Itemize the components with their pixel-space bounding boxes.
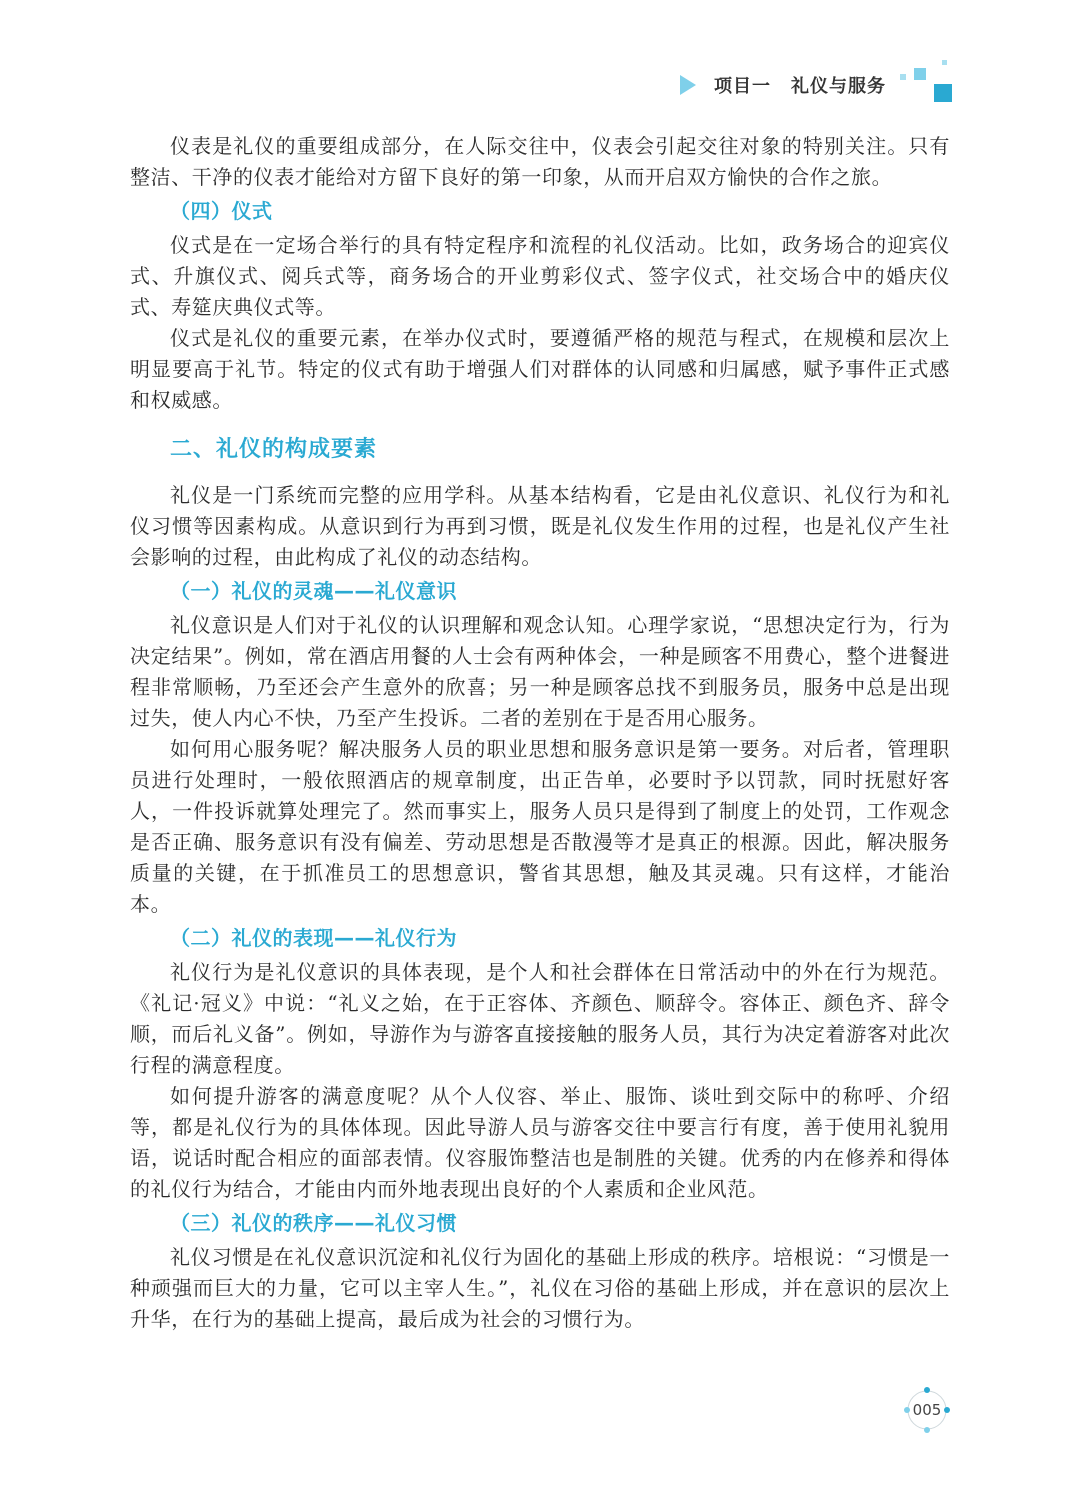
paragraph: 仪式是礼仪的重要元素，在举办仪式时，要遵循严格的规范与程式，在规模和层次上明显要高于礼节。特定的仪式有助于增强人们对群体的认同感和归属感，赋予事件正式感和权威感。 xyxy=(130,326,950,412)
paragraph: 仪式是在一定场合举行的具有特定程序和流程的礼仪活动。比如，政务场合的迎宾仪式、升旗仪式、阅兵式等，商务场合的开业剪彩仪式、签字仪式，社交场合中的婚庆仪式、寿筵庆典仪式等。 xyxy=(130,233,950,319)
paragraph: 仪表是礼仪的重要组成部分，在人际交往中，仪表会引起交往对象的特别关注。只有整洁、干净的仪表才能给对方留下良好的第一印象，从而开启双方愉快的合作之旅。 xyxy=(130,134,950,189)
page-number-text: 005 xyxy=(912,1401,942,1419)
paragraph: 如何提升游客的满意度呢？从个人仪容、举止、服饰、谈吐到交际中的称呼、介绍等，都是礼仪行为的具体体现。因此导游人员与游客交往中要言行有度，善于使用礼貌用语，说话时配合相应的面部表情。仪容服饰整洁也是制胜的关键。优秀的内在修养和得体的礼仪行为结合，才能由内而外地表现出良好的个人素质和企业风范。 xyxy=(130,1084,950,1201)
paragraph: 如何用心服务呢？解决服务人员的职业思想和服务意识是第一要务。对后者，管理职员进行处理时，一般依照酒店的规章制度，出正告单，必要时予以罚款，同时抚慰好客人，一件投诉就算处理完了。然而事实上，服务人员只是得到了制度上的处罚，工作观念是否正确、服务意识有没有偏差、劳动思想是否散漫等才是真正的根源。因此，解决服务质量的关键，在于抓准员工的思想意识，警省其思想，触及其灵魂。只有这样，才能治本。 xyxy=(130,737,950,916)
page-number xyxy=(902,1385,952,1435)
paragraph: 礼仪习惯是在礼仪意识沉淀和礼仪行为固化的基础上形成的秩序。培根说：“习惯是一种顽强而巨大的力量，它可以主宰人生。”，礼仪在习俗的基础上形成，并在意识的层次上升华，在行为的基础上提高，最后成为社会的习惯行为。 xyxy=(130,1245,950,1331)
page-body xyxy=(130,131,950,1335)
play-arrow-icon xyxy=(678,73,698,97)
subheading-behavior: （二）礼仪的表现——礼仪行为 xyxy=(170,926,457,950)
subheading-ceremony: （四）仪式 xyxy=(170,199,273,223)
decorative-squares-icon xyxy=(898,58,954,106)
subheading-awareness: （一）礼仪的灵魂——礼仪意识 xyxy=(170,579,457,603)
paragraph: 礼仪意识是人们对于礼仪的认识理解和观念认知。心理学家说，“思想决定行为，行为决定结果”。例如，常在酒店用餐的人士会有两种体会，一种是顾客不用费心，整个进餐进程非常顺畅，乃至还会产生意外的欣喜；另一种是顾客总找不到服务员，服务中总是出现过失，使人内心不快，乃至产生投诉。二者的差别在于是否用心服务。 xyxy=(130,613,950,730)
paragraph: 礼仪行为是礼仪意识的具体表现，是个人和社会群体在日常活动中的外在行为规范。《礼记·冠义》中说：“礼义之始，在于正容体、齐颜色、顺辞令。容体正、颜色齐、辞令顺，而后礼义备”。例如，导游作为与游客直接接触的服务人员，其行为决定着游客对此次行程的满意程度。 xyxy=(130,960,950,1077)
running-header xyxy=(678,68,886,102)
subheading-habit: （三）礼仪的秩序——礼仪习惯 xyxy=(170,1211,457,1235)
header-title: 礼仪与服务 xyxy=(791,76,886,97)
header-project: 项目一 xyxy=(714,76,771,97)
paragraph: 礼仪是一门系统而完整的应用学科。从基本结构看，它是由礼仪意识、礼仪行为和礼仪习惯等因素构成。从意识到行为再到习惯，既是礼仪发生作用的过程，也是礼仪产生社会影响的过程，由此构成了礼仪的动态结构。 xyxy=(130,483,950,569)
section-heading: 二、礼仪的构成要素 xyxy=(170,437,378,462)
